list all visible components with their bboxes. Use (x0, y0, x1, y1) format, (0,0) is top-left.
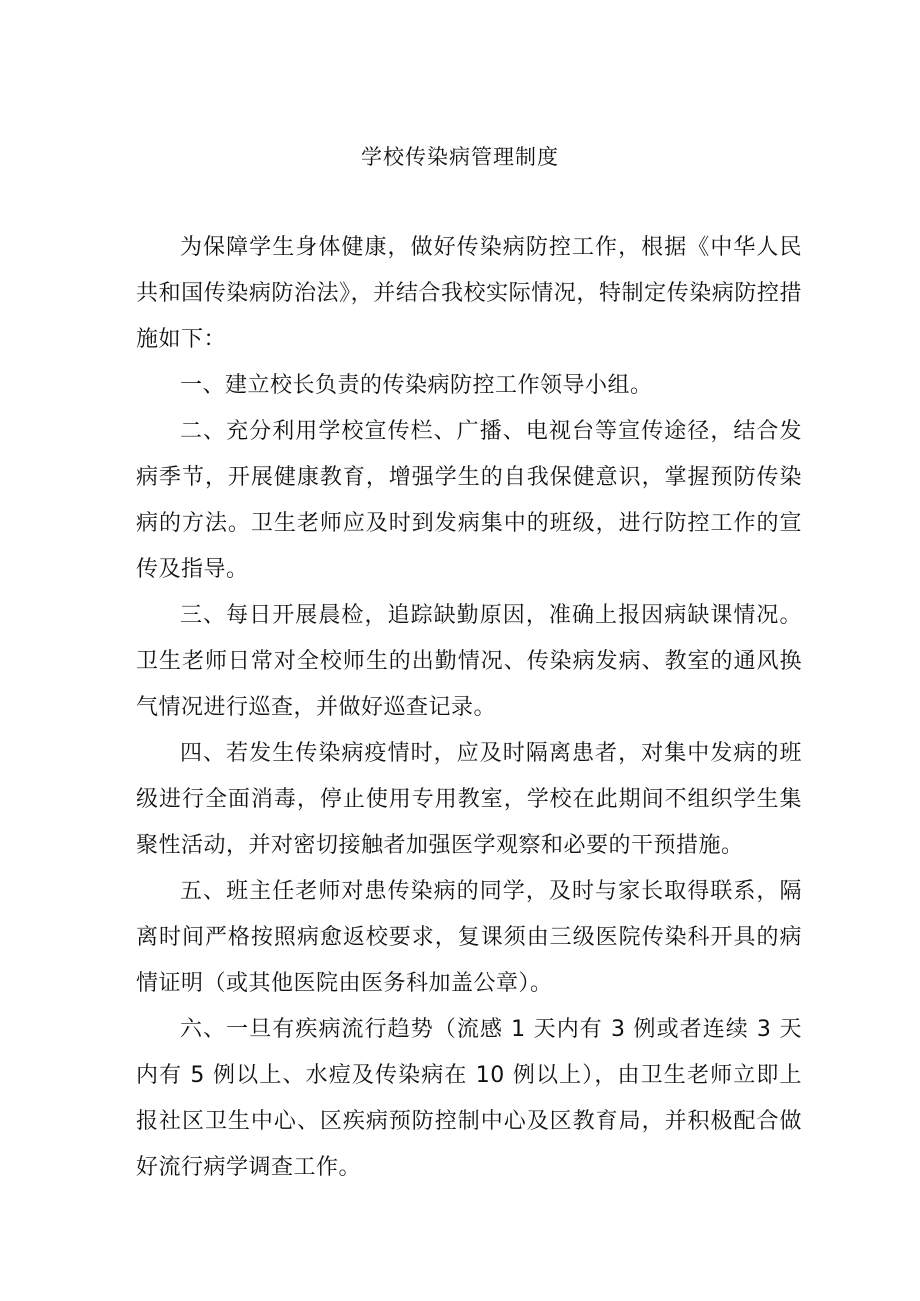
paragraph-item-5: 五、班主任老师对患传染病的同学，及时与家长取得联系，隔离时间严格按照病愈返校要求，复课须由三级医院传染科开具的病情证明（或其他医院由医务科加盖公章）。 (136, 879, 802, 996)
document-title: 学校传染病管理制度 (361, 145, 559, 169)
document-body (136, 225, 802, 1191)
paragraph-item-1: 一、建立校长负责的传染病防控工作领导小组。 (180, 373, 653, 398)
paragraph-item-3: 三、每日开展晨检，追踪缺勤原因，准确上报因病缺课情况。卫生老师日常对全校师生的出勤情况、传染病发病、教室的通风换气情况进行巡查，并做好巡查记录。 (136, 603, 802, 720)
paragraph-item-2: 二、充分利用学校宣传栏、广播、电视台等宣传途径，结合发病季节，开展健康教育，增强学生的自我保健意识，掌握预防传染病的方法。卫生老师应及时到发病集中的班级，进行防控工作的宣传及指导。 (136, 419, 802, 582)
paragraph-item-4: 四、若发生传染病疫情时，应及时隔离患者，对集中发病的班级进行全面消毒，停止使用专用教室，学校在此期间不组织学生集聚性活动，并对密切接触者加强医学观察和必要的干预措施。 (136, 741, 802, 858)
paragraph-item-6: 六、一旦有疾病流行趋势（流感 1 天内有 3 例或者连续 3 天内有 5 例以上、水痘及传染病在 10 例以上），由卫生老师立即上报社区卫生中心、区疾病预防控制中心及区教育局，并积极配合做好流行病学调查工作。 (136, 1017, 802, 1180)
paragraph-intro: 为保障学生身体健康，做好传染病防控工作，根据《中华人民共和国传染病防治法》，并结合我校实际情况，特制定传染病防控措施如下： (136, 235, 802, 352)
